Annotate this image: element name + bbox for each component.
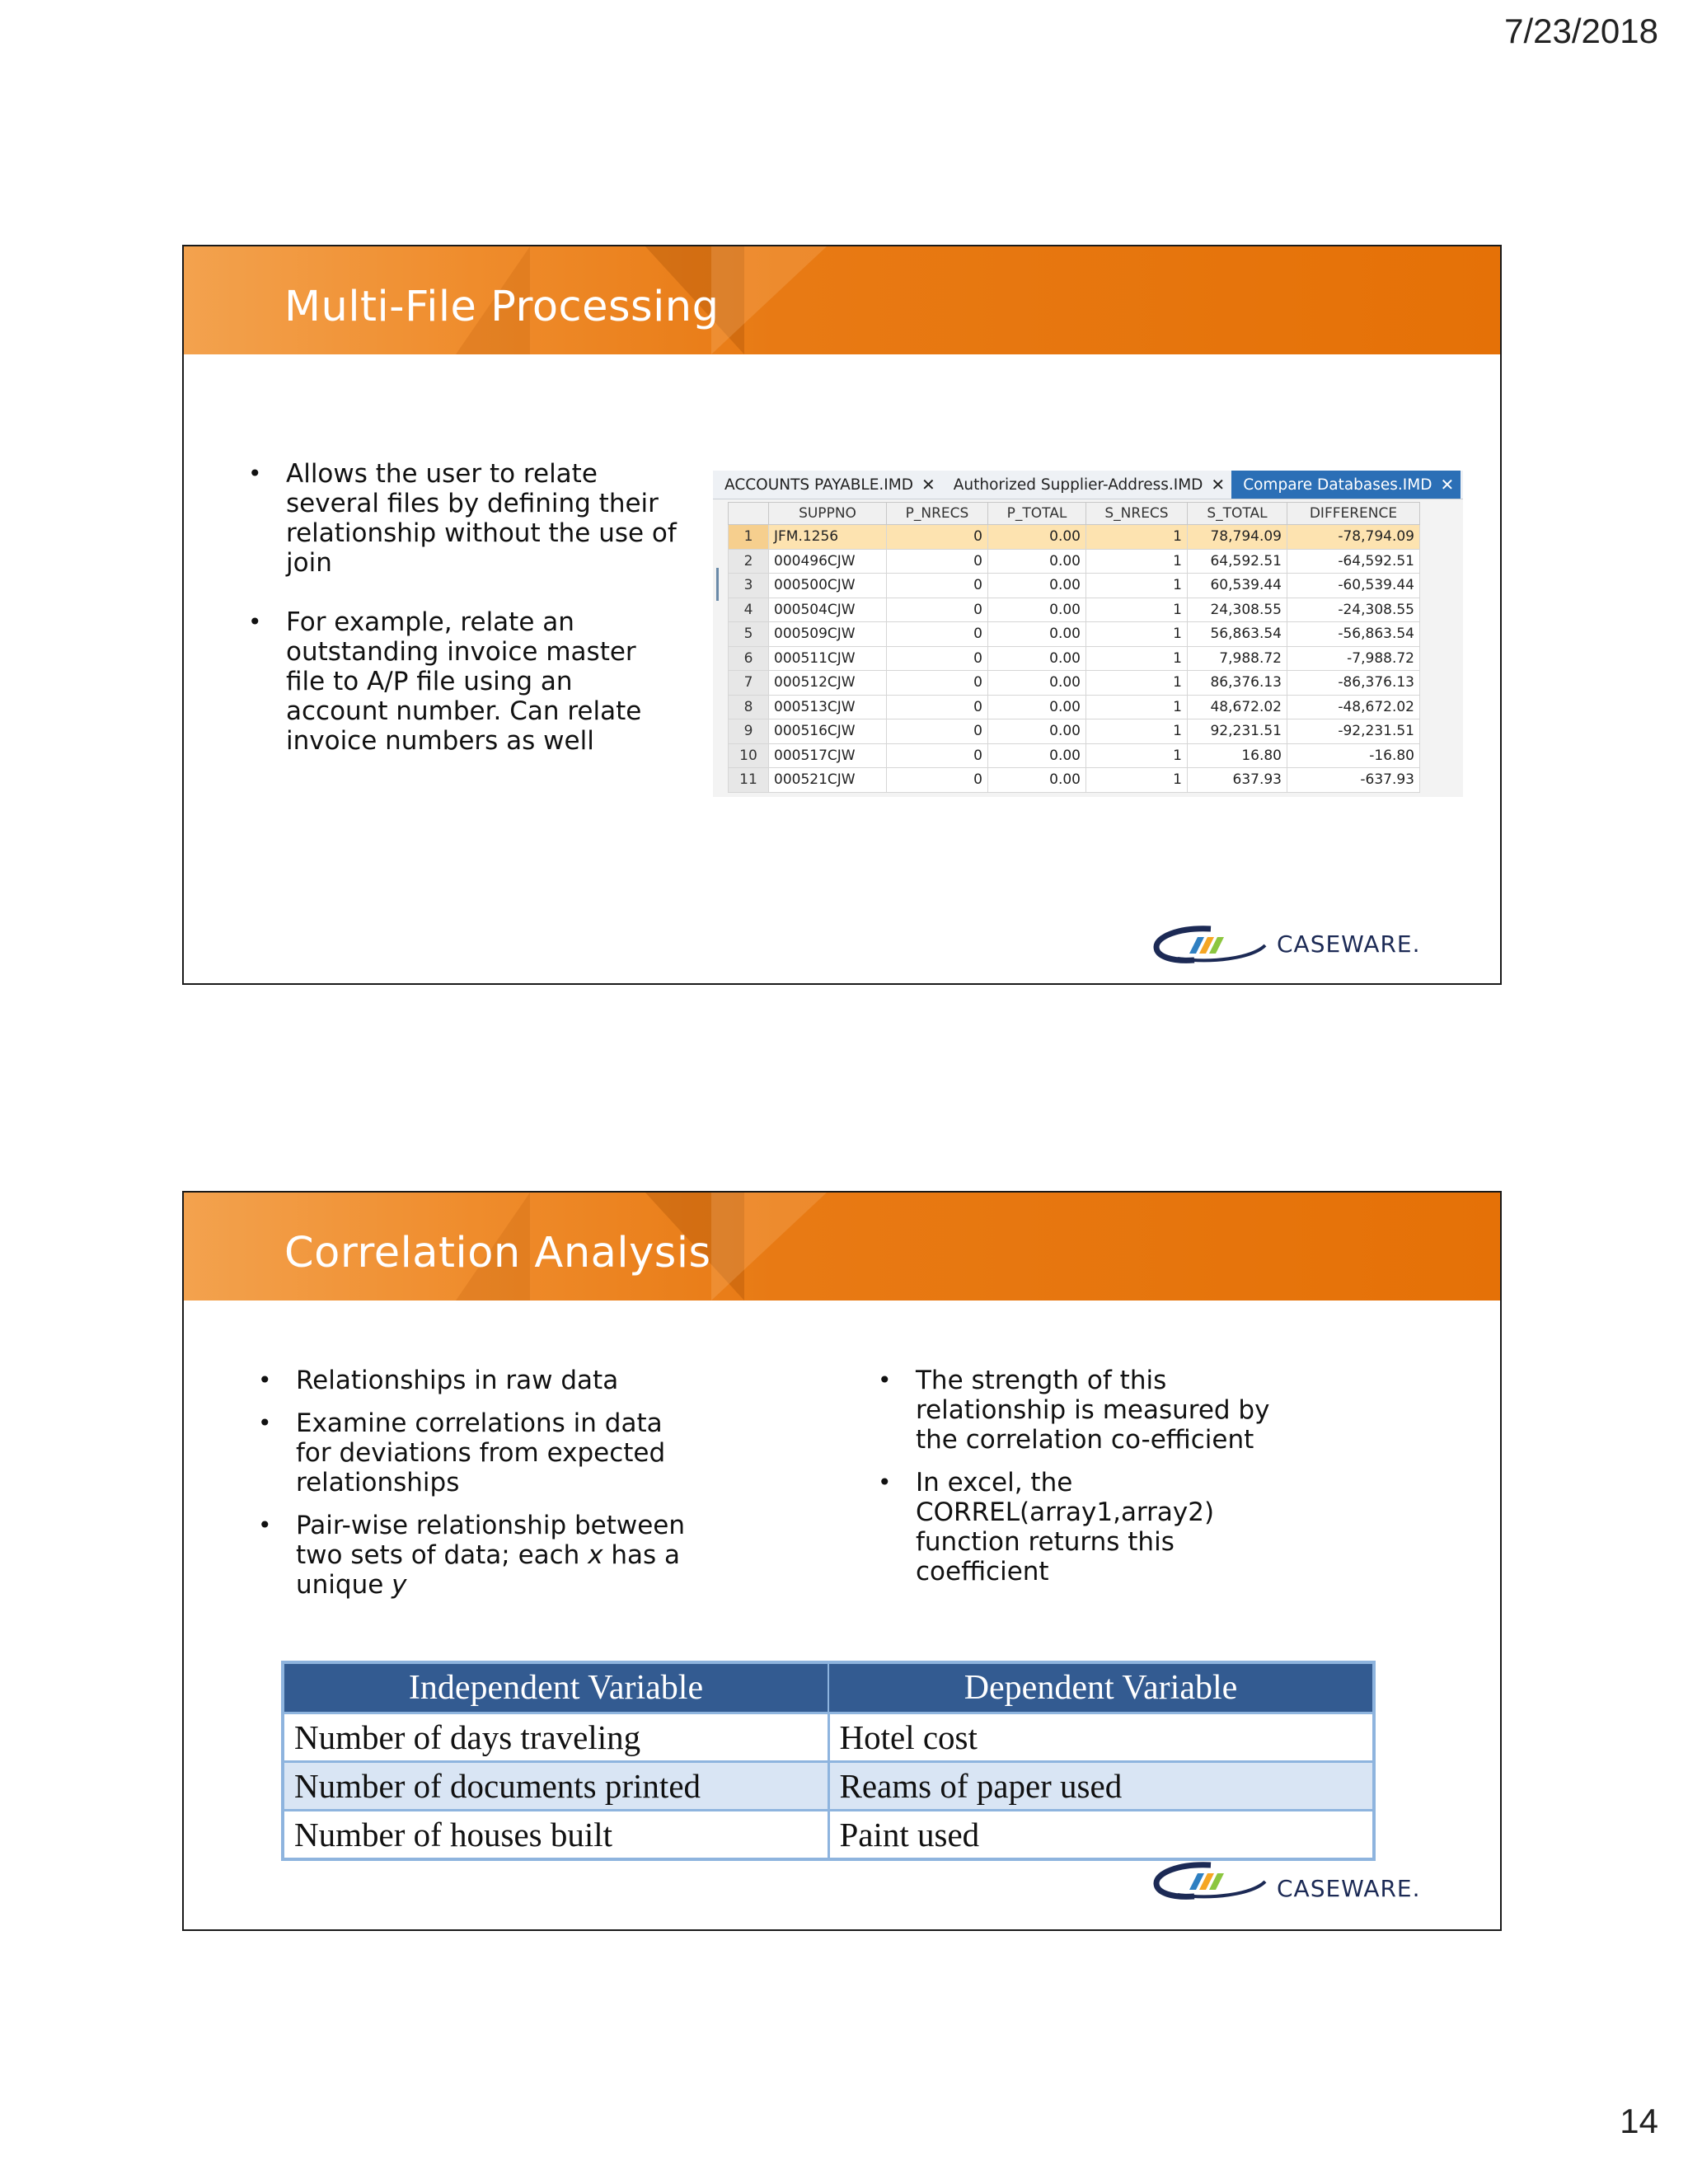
- grid-cell[interactable]: 0.00: [988, 768, 1086, 793]
- grid-cell[interactable]: 1: [1086, 719, 1188, 744]
- grid-cell[interactable]: 24,308.55: [1188, 598, 1287, 622]
- grid-cell[interactable]: 0.00: [988, 743, 1086, 768]
- slide-banner: [184, 246, 1500, 354]
- grid-cell[interactable]: 0.00: [988, 574, 1086, 598]
- caseware-logo: [1153, 921, 1425, 970]
- row-number-cell[interactable]: 8: [729, 695, 769, 719]
- grid-cell[interactable]: -56,863.54: [1287, 622, 1420, 647]
- table-cell: Number of documents printed: [283, 1762, 828, 1811]
- database-tab-bar: [713, 471, 1463, 499]
- grid-cell[interactable]: -64,592.51: [1287, 549, 1420, 574]
- table-row[interactable]: [729, 525, 1420, 550]
- table-row[interactable]: [729, 622, 1420, 647]
- slide-correlation-analysis: [182, 1191, 1502, 1931]
- grid-cell[interactable]: 1: [1086, 598, 1188, 622]
- table-cell: Paint used: [828, 1811, 1374, 1860]
- row-number-cell[interactable]: 11: [729, 768, 769, 793]
- row-number-cell[interactable]: 5: [729, 622, 769, 647]
- grid-cell[interactable]: 000509CJW: [769, 622, 887, 647]
- table-row[interactable]: [729, 719, 1420, 744]
- table-cell: Reams of paper used: [828, 1762, 1374, 1811]
- compare-databases-grid: [728, 502, 1420, 793]
- grid-cell[interactable]: -7,988.72: [1287, 646, 1420, 671]
- grid-cell[interactable]: 1: [1086, 671, 1188, 696]
- column-header-p-nrecs[interactable]: P_NRECS: [887, 503, 988, 525]
- column-header-difference[interactable]: DIFFERENCE: [1287, 503, 1420, 525]
- bullet-list-left: [258, 1366, 687, 1613]
- bullet-item: • Pair-wise relationship between two sets of data; each x has a unique y: [258, 1511, 687, 1600]
- table-row[interactable]: [729, 646, 1420, 671]
- table-row: [283, 1713, 1374, 1762]
- tab-authorized-supplier-address[interactable]: [942, 471, 1231, 499]
- header-dependent-variable: Dependent Variable: [828, 1662, 1374, 1713]
- slide-banner: [184, 1193, 1500, 1301]
- grid-cell[interactable]: 78,794.09: [1188, 525, 1287, 550]
- row-number-cell[interactable]: 3: [729, 574, 769, 598]
- grid-cell[interactable]: 000516CJW: [769, 719, 887, 744]
- grid-cell[interactable]: 0: [887, 719, 988, 744]
- grid-cell[interactable]: 1: [1086, 525, 1188, 550]
- table-cell: Number of days traveling: [283, 1713, 828, 1762]
- caseware-logo-text: CASEWARE.: [1277, 930, 1421, 958]
- grid-cell[interactable]: 1: [1086, 622, 1188, 647]
- grid-cell[interactable]: 1: [1086, 549, 1188, 574]
- tab-label: Compare Databases.IMD: [1243, 476, 1432, 494]
- row-number-cell[interactable]: 10: [729, 743, 769, 768]
- table-row: [283, 1762, 1374, 1811]
- grid-cell[interactable]: 0.00: [988, 525, 1086, 550]
- grid-cell[interactable]: 56,863.54: [1188, 622, 1287, 647]
- grid-cell[interactable]: 000513CJW: [769, 695, 887, 719]
- tab-label: ACCOUNTS PAYABLE.IMD: [724, 476, 913, 494]
- close-icon[interactable]: ✕: [1440, 475, 1455, 494]
- bullet-item: • Examine correlations in data for deviations from expected relationships: [258, 1408, 687, 1497]
- slide-title: Multi-File Processing: [284, 283, 720, 331]
- caseware-logo-mark: [1153, 926, 1268, 963]
- grid-cell[interactable]: 1: [1086, 695, 1188, 719]
- grid-cell[interactable]: 1: [1086, 646, 1188, 671]
- caseware-logo-mark: [1153, 1862, 1268, 1900]
- grid-cell[interactable]: -16.80: [1287, 743, 1420, 768]
- tab-accounts-payable[interactable]: [713, 471, 942, 499]
- close-icon[interactable]: ✕: [1211, 475, 1226, 494]
- grid-cell[interactable]: 000521CJW: [769, 768, 887, 793]
- table-cell: Hotel cost: [828, 1713, 1374, 1762]
- table-row: [283, 1811, 1374, 1860]
- grid-cell[interactable]: 000504CJW: [769, 598, 887, 622]
- grid-cell[interactable]: 0: [887, 671, 988, 696]
- grid-cell[interactable]: 000496CJW: [769, 549, 887, 574]
- row-number-cell[interactable]: 7: [729, 671, 769, 696]
- tab-compare-databases[interactable]: [1231, 471, 1461, 499]
- grid-cell[interactable]: 0: [887, 574, 988, 598]
- grid-header-row: [729, 503, 1420, 525]
- table-row[interactable]: [729, 768, 1420, 793]
- grid-cell[interactable]: 000500CJW: [769, 574, 887, 598]
- slide-multi-file-processing: [182, 245, 1502, 985]
- bullet-list-right: [878, 1366, 1306, 1600]
- grid-cell[interactable]: -78,794.09: [1287, 525, 1420, 550]
- grid-cell[interactable]: 0.00: [988, 695, 1086, 719]
- grid-cell[interactable]: -92,231.51: [1287, 719, 1420, 744]
- column-header-p-total[interactable]: P_TOTAL: [988, 503, 1086, 525]
- grid-cell[interactable]: 1: [1086, 743, 1188, 768]
- grid-cell[interactable]: 000512CJW: [769, 671, 887, 696]
- bullet-list: [248, 459, 677, 785]
- grid-cell[interactable]: 7,988.72: [1188, 646, 1287, 671]
- table-row[interactable]: [729, 671, 1420, 696]
- grid-cell[interactable]: 0: [887, 549, 988, 574]
- row-number-cell[interactable]: 1: [729, 525, 769, 550]
- grid-cell[interactable]: JFM.1256: [769, 525, 887, 550]
- grid-cell[interactable]: 0: [887, 622, 988, 647]
- row-number-cell[interactable]: 6: [729, 646, 769, 671]
- grid-cell[interactable]: 0: [887, 598, 988, 622]
- grid-cell[interactable]: -637.93: [1287, 768, 1420, 793]
- grid-cell[interactable]: 637.93: [1188, 768, 1287, 793]
- grid-cell[interactable]: 64,592.51: [1188, 549, 1287, 574]
- database-screenshot: [713, 471, 1463, 797]
- grid-cell[interactable]: 86,376.13: [1188, 671, 1287, 696]
- close-icon[interactable]: ✕: [921, 475, 935, 494]
- grid-cell[interactable]: 0: [887, 525, 988, 550]
- table-row[interactable]: [729, 695, 1420, 719]
- row-number-cell[interactable]: 9: [729, 719, 769, 744]
- column-header-s-total[interactable]: S_TOTAL: [1188, 503, 1287, 525]
- caseware-logo: [1153, 1875, 1425, 1928]
- table-row[interactable]: [729, 574, 1420, 598]
- grid-cell[interactable]: 0: [887, 695, 988, 719]
- variable-table: [281, 1661, 1376, 1861]
- grid-cell[interactable]: -86,376.13: [1287, 671, 1420, 696]
- grid-cell[interactable]: 1: [1086, 768, 1188, 793]
- column-header-row-number[interactable]: [729, 503, 769, 525]
- table-row[interactable]: [729, 598, 1420, 622]
- grid-cell[interactable]: 0: [887, 646, 988, 671]
- grid-cell[interactable]: 000517CJW: [769, 743, 887, 768]
- grid-cell[interactable]: 48,672.02: [1188, 695, 1287, 719]
- slide-title: Correlation Analysis: [284, 1229, 711, 1277]
- grid-cell[interactable]: 0.00: [988, 671, 1086, 696]
- column-header-s-nrecs[interactable]: S_NRECS: [1086, 503, 1188, 525]
- row-number-cell[interactable]: 2: [729, 549, 769, 574]
- bullet-item: • Allows the user to relate several files by defining their relationship without the use of join: [248, 459, 677, 578]
- bullet-item: • For example, relate an outstanding invoice master file to A/P file using an account number. Can relate invoice numbers as well: [248, 607, 677, 756]
- page-number: 14: [1620, 2102, 1658, 2140]
- grid-cell[interactable]: 0.00: [988, 622, 1086, 647]
- grid-cell[interactable]: 0.00: [988, 719, 1086, 744]
- grid-cell[interactable]: 0.00: [988, 598, 1086, 622]
- column-header-suppno[interactable]: SUPPNO: [769, 503, 887, 525]
- bullet-item: • The strength of this relationship is measured by the correlation co-efficient: [878, 1366, 1306, 1455]
- caseware-logo-text: CASEWARE.: [1277, 1875, 1421, 1902]
- grid-cell[interactable]: 0: [887, 768, 988, 793]
- table-header-row: [283, 1662, 1374, 1713]
- header-independent-variable: Independent Variable: [283, 1662, 828, 1713]
- bullet-item: • Relationships in raw data: [258, 1366, 687, 1395]
- grid-cell[interactable]: 0.00: [988, 646, 1086, 671]
- grid-cell[interactable]: 0: [887, 743, 988, 768]
- grid-cell[interactable]: 000511CJW: [769, 646, 887, 671]
- bullet-item: • In excel, the CORREL(array1,array2) function returns this coefficient: [878, 1468, 1306, 1586]
- grid-cell[interactable]: 92,231.51: [1188, 719, 1287, 744]
- tab-label: Authorized Supplier-Address.IMD: [953, 476, 1203, 494]
- grid-cell[interactable]: 60,539.44: [1188, 574, 1287, 598]
- grid-cell[interactable]: 1: [1086, 574, 1188, 598]
- page-date: 7/23/2018: [1504, 12, 1658, 50]
- grid-cell[interactable]: 0.00: [988, 549, 1086, 574]
- table-cell: Number of houses built: [283, 1811, 828, 1860]
- row-number-cell[interactable]: 4: [729, 598, 769, 622]
- table-row[interactable]: [729, 743, 1420, 768]
- grid-cell[interactable]: 16.80: [1188, 743, 1287, 768]
- grid-cell[interactable]: -48,672.02: [1287, 695, 1420, 719]
- table-row[interactable]: [729, 549, 1420, 574]
- grid-cell[interactable]: -24,308.55: [1287, 598, 1420, 622]
- grid-splitter[interactable]: [716, 568, 719, 601]
- grid-cell[interactable]: -60,539.44: [1287, 574, 1420, 598]
